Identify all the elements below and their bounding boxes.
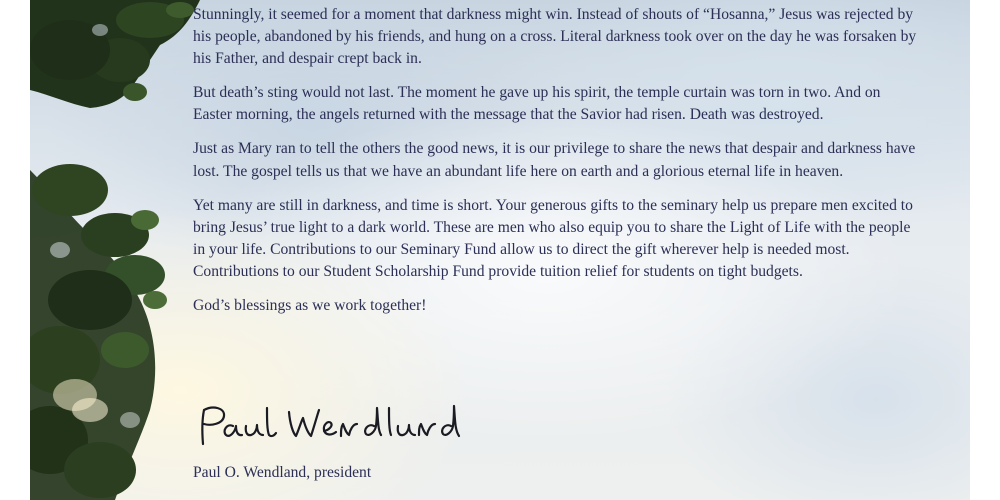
letter-closing: God’s blessings as we work together! [193,297,427,315]
tree-foliage-top [30,0,200,110]
handwritten-signature [193,402,463,454]
letter-paragraph: Just as Mary ran to tell the others the good news, it is our privilege to share the news that despair and darkness have lost. The gospel tells us that we have an abundant life here on earth and a glorious eternal life in heaven. [193,140,916,180]
letter-paragraph: Yet many are still in darkness, and time is short. Your generous gifts to the seminary help us prepare men excited to bring Jesus’ true light to a dark world. These are men who also equip you to share the Light of Life with the people in your life. Contributions to our Seminary Fund allow us to direct the gift wherever help is needed most. Contributions to our Student Scholarship Fund provide tuition relief for students on tight budgets. [193,196,913,280]
signer-name: Paul O. Wendland, president [193,464,372,481]
letter-paragraph: Stunningly, it seemed for a moment that darkness might win. Instead of shouts of “Hosanna,” Jesus was rejected by his people, abandoned by his friends, and hung on a cross. Literal darkness took over on the day he was forsaken by his Father, and despair crept back in. [193,6,917,68]
letter-body [193,4,923,329]
letter-paragraph: But death’s sting would not last. The moment he gave up his spirit, the temple curtain was torn in two. And on Easter morning, the angels returned with the message that the Savior had risen. Death was destroyed. [193,84,881,124]
letter-page [30,0,970,500]
